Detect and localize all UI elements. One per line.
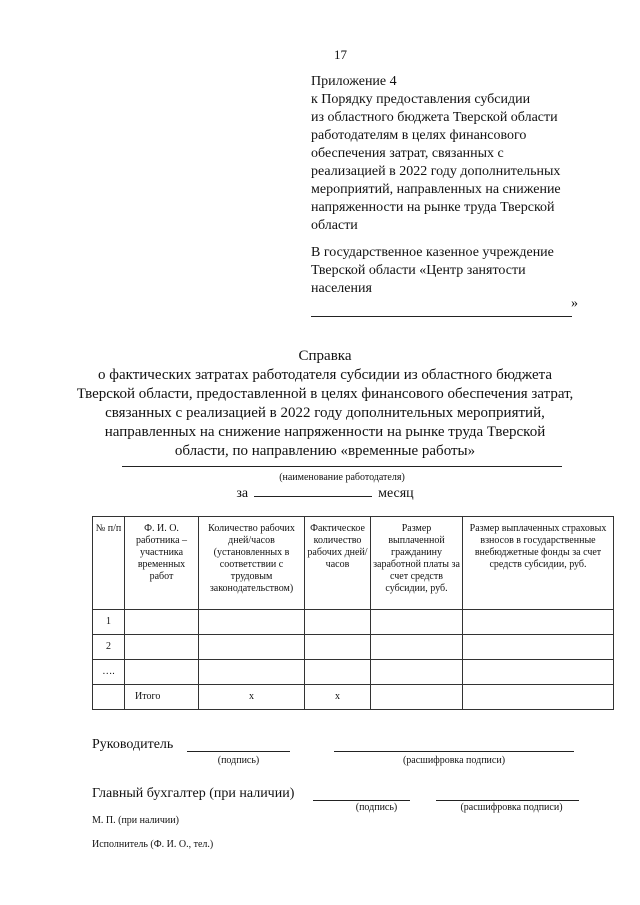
table-cell: x [305,685,371,710]
title-line: направленных на снижение напряженности на рынке труда Тверской [104,424,546,440]
appendix-block [311,73,611,235]
table-cell: 2 [93,635,125,660]
table-cell [125,635,199,660]
table-cell [463,635,614,660]
header-number: № п/п [93,517,125,610]
table-cell [371,610,463,635]
recipient-closing-quote: » [571,296,578,311]
appendix-line: обеспечения затрат, связанных с [311,146,504,161]
expenses-table [92,516,614,710]
table-cell: 1 [93,610,125,635]
head-label: Руководитель [92,737,174,752]
header-planned-days: Количество рабочих дней/часов (установленных в соответствии с трудовым законодательством) [199,517,305,610]
table-total-row [93,685,614,710]
employer-name-line [122,466,562,467]
table-row [93,635,614,660]
appendix-line: области [311,218,358,233]
title-line: Тверской области, предоставленной в целях финансового обеспечения затрат, [76,386,574,402]
period-line [60,484,590,502]
table-cell [463,610,614,635]
accountant-decode-line [436,800,579,801]
head-sign-caption: (подпись) [217,755,260,766]
header-worker-name: Ф. И. О. работника – участника временных работ [125,517,199,610]
table-header-row [93,517,614,610]
title-line: о фактических затратах работодателя субсидии из областного бюджета [97,367,553,383]
period-suffix: месяц [378,486,414,501]
table-cell [305,660,371,685]
executor-note: Исполнитель (Ф. И. О., тел.) [92,839,214,850]
employer-caption: (наименование работодателя) [279,472,405,483]
recipient-line: населения [311,281,372,296]
period-blank [254,484,372,497]
table-cell [125,610,199,635]
period-prefix: за [236,486,249,501]
title-line: связанных с реализацией в 2022 году дополнительных мероприятий, [105,405,545,421]
table-cell [371,660,463,685]
page-number: 17 [334,47,347,62]
appendix-line: работодателям в целях финансового [311,128,527,143]
table-cell [305,610,371,635]
table-row [93,660,614,685]
appendix-line: реализацией в 2022 году дополнительных [311,164,561,179]
table-cell [199,660,305,685]
header-salary: Размер выплаченной гражданину заработной платы за счет средств субсидии, руб. [371,517,463,610]
accountant-sign-line [313,800,410,801]
head-decode-line [334,751,574,752]
table-cell [199,635,305,660]
appendix-line: Приложение 4 [311,74,397,89]
document-title [60,366,590,461]
table-cell [305,635,371,660]
recipient-line: В государственное казенное учреждение [311,245,554,260]
table-cell [125,660,199,685]
accountant-sign-caption: (подпись) [355,802,398,813]
table-cell [463,660,614,685]
appendix-line: напряженности на рынке труда Тверской [311,200,555,215]
accountant-decode-caption: (расшифровка подписи) [460,802,563,813]
document-heading: Справка [298,348,352,364]
accountant-label: Главный бухгалтер (при наличии) [92,786,295,801]
total-label: Итого [125,685,199,710]
recipient-line: Тверской области «Центр занятости [311,263,526,278]
recipient-block [311,244,611,298]
appendix-line: мероприятий, направленных на снижение [311,182,561,197]
table-cell: x [199,685,305,710]
table-cell [199,610,305,635]
stamp-note: М. П. (при наличии) [92,815,179,826]
header-insurance: Размер выплаченных страховых взносов в государственные внебюджетные фонды за счет средств субсидии, руб. [463,517,614,610]
header-actual-days: Фактическое количество рабочих дней/часов [305,517,371,610]
table-cell [371,635,463,660]
recipient-blank-line [311,316,572,317]
table-row [93,610,614,635]
appendix-line: к Порядку предоставления субсидии [311,92,531,107]
table-cell [93,685,125,710]
head-decode-caption: (расшифровка подписи) [402,755,506,766]
table-cell [463,685,614,710]
appendix-line: из областного бюджета Тверской области [311,110,558,125]
table-cell: …. [93,660,125,685]
head-sign-line [187,751,290,752]
table-cell [371,685,463,710]
title-line: области, по направлению «временные работы» [174,443,476,459]
